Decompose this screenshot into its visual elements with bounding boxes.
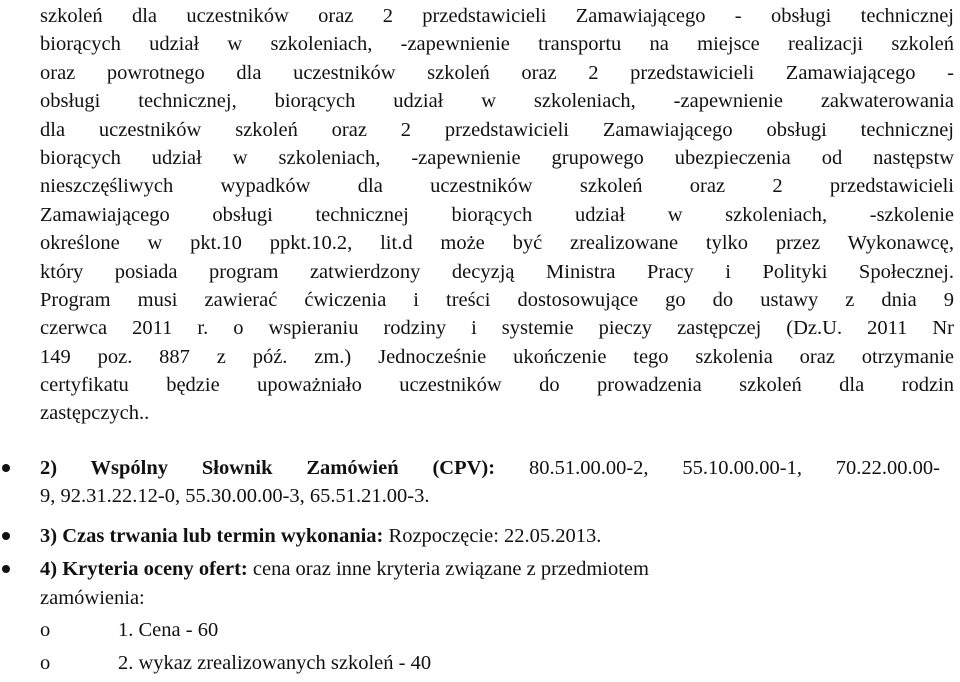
criteria-value: cena oraz inne kryteria związane z przedmiotem [247, 558, 649, 581]
paragraph-line: biorących udział w szkoleniach, -zapewnienie grupowego ubezpieczenia od następstw [40, 146, 954, 169]
paragraph-line: Program musi zawierać ćwiczenia i treści dostosowujące go do ustawy z dnia 9 [40, 288, 954, 311]
duration-label: 3) Czas trwania lub termin wykonania: [40, 524, 384, 547]
circle-bullet-icon: o [40, 618, 51, 641]
paragraph-line: dla uczestników szkoleń oraz 2 przedstawicieli Zamawiającego obsługi technicznej [40, 118, 954, 141]
criteria-sub-item [0, 616, 960, 649]
paragraph-line: który posiada program zatwierdzony decyzją Ministra Pracy i Polityki Społecznej. [40, 260, 954, 283]
paragraph-line: oraz powrotnego dla uczestników szkoleń oraz 2 przedstawicieli Zamawiającego - [40, 61, 954, 84]
body-paragraph [40, 2, 954, 428]
paragraph-line: nieszczęśliwych wypadków dla uczestników szkoleń oraz 2 przedstawicieli [40, 175, 954, 198]
paragraph-line: szkoleń dla uczestników oraz 2 przedstawicieli Zamawiającego - obsługi technicznej [40, 5, 954, 27]
paragraph-line: obsługi technicznej, biorących udział w szkoleniach, -zapewnienie zakwaterowania [40, 90, 954, 113]
bullet-icon [2, 565, 10, 573]
criteria-sub-item [0, 649, 960, 682]
cpv-value: 80.51.00.00-2, 55.10.00.00-1, 70.22.00.00- [495, 457, 940, 479]
bullet-list [0, 454, 960, 682]
paragraph-line: 149 poz. 887 z póź. zm.) Jednocześnie ukończenie tego szkolenia oraz otrzymanie [40, 345, 954, 368]
paragraph-line: zastępczych.. [40, 402, 150, 425]
paragraph-line: określone w pkt.10 ppkt.10.2, lit.d może być zrealizowane tylko przez Wykonawcę, [40, 232, 954, 255]
list-item-cpv [0, 454, 960, 511]
list-item-duration [0, 522, 960, 550]
bullet-icon [2, 464, 10, 472]
paragraph-line: czerwca 2011 r. o wspieraniu rodziny i systemie pieczy zastępczej (Dz.U. 2011 Nr [40, 317, 954, 340]
criteria-sub-item-text: 2. wykaz zrealizowanych szkoleń - 40 [118, 651, 432, 674]
duration-value: Rozpoczęcie: 22.05.2013. [383, 524, 602, 547]
cpv-value-continued: 9, 92.31.22.12-0, 55.30.00.00-3, 65.51.21.00-3. [40, 485, 430, 508]
cpv-label: 2) Wspólny Słownik Zamówień (CPV): [40, 457, 496, 479]
paragraph-line: biorących udział w szkoleniach, -zapewnienie transportu na miejsce realizacji szkoleń [40, 33, 954, 56]
criteria-sub-item-text: 1. Cena - 60 [118, 618, 219, 641]
paragraph-line: Zamawiającego obsługi technicznej biorących udział w szkoleniach, -szkolenie [40, 203, 954, 226]
criteria-label: 4) Kryteria oceny ofert: [40, 558, 248, 581]
circle-bullet-icon: o [40, 651, 51, 674]
bullet-icon [2, 532, 10, 540]
paragraph-line: certyfikatu będzie upoważniało uczestników do prowadzenia szkoleń dla rodzin [40, 374, 954, 397]
list-item-criteria [0, 555, 960, 612]
criteria-value-continued: zamówienia: [40, 586, 145, 609]
